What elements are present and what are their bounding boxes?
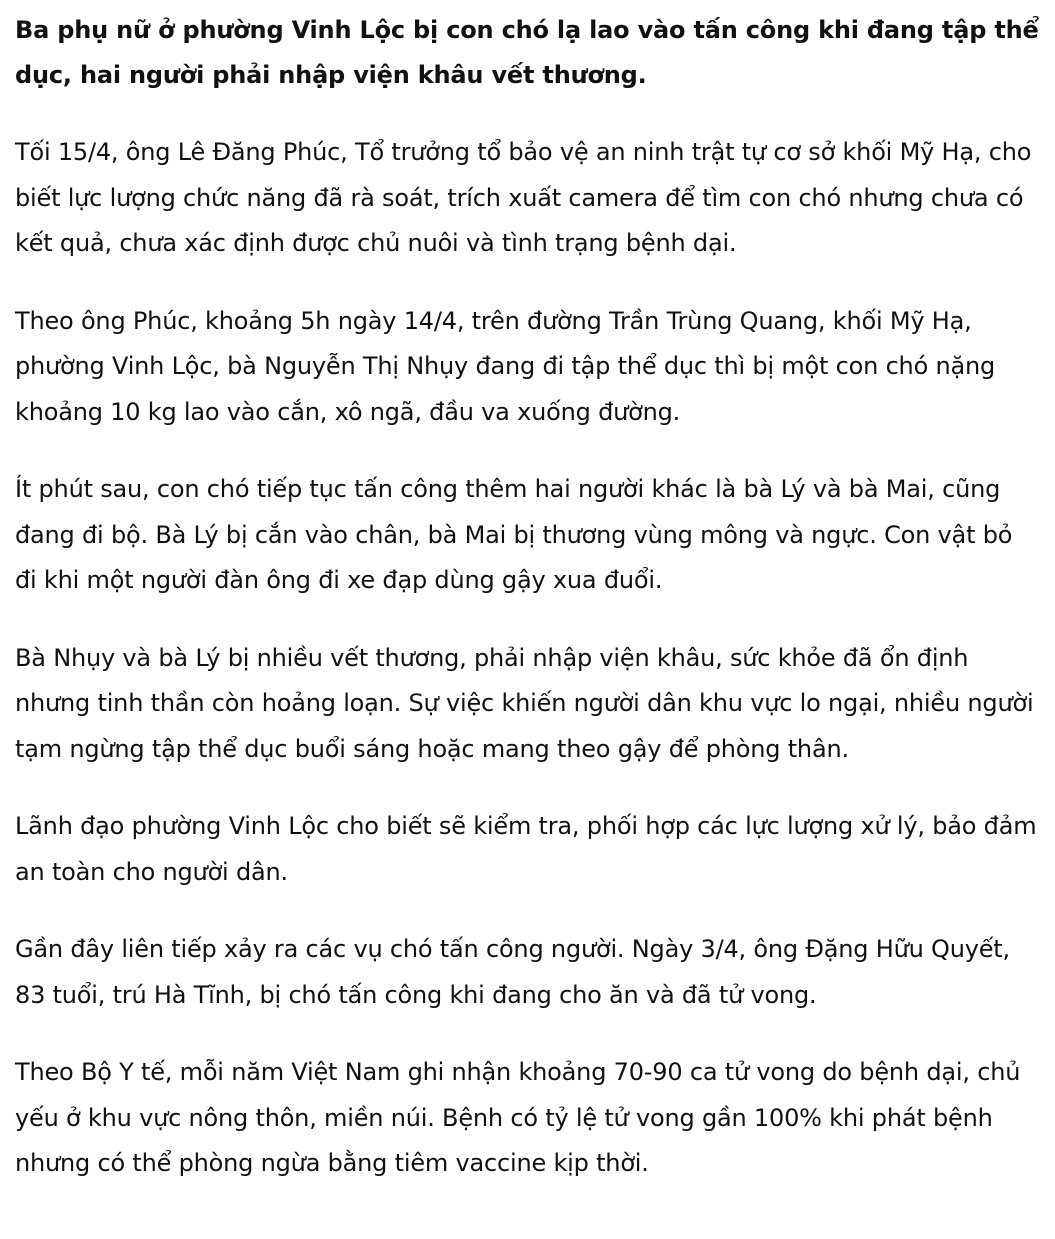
- article-paragraph: Gần đây liên tiếp xảy ra các vụ chó tấn công người. Ngày 3/4, ông Đặng Hữu Quyết, 83 tuổi, trú Hà Tĩnh, bị chó tấn công khi đang cho ăn và đã tử vong.: [15, 935, 1010, 1009]
- article-paragraph: Ít phút sau, con chó tiếp tục tấn công thêm hai người khác là bà Lý và bà Mai, cũng đang đi bộ. Bà Lý bị cắn vào chân, bà Mai bị thương vùng mông và ngực. Con vật bỏ đi khi một người đàn ông đi xe đạp dùng gậy xua đuổi.: [15, 475, 1013, 594]
- article-paragraph: Tối 15/4, ông Lê Đăng Phúc, Tổ trưởng tổ bảo vệ an ninh trật tự cơ sở khối Mỹ Hạ, cho biết lực lượng chức năng đã rà soát, trích xuất camera để tìm con chó nhưng chưa có kết quả, chưa xác định được chủ nuôi và tình trạng bệnh dại.: [15, 138, 1032, 257]
- article-paragraph: Theo Bộ Y tế, mỗi năm Việt Nam ghi nhận khoảng 70-90 ca tử vong do bệnh dại, chủ yếu ở khu vực nông thôn, miền núi. Bệnh có tỷ lệ tử vong gần 100% khi phát bệnh nhưng có thể phòng ngừa bằng tiêm vaccine kịp thời.: [15, 1058, 1021, 1177]
- article-lead: Ba phụ nữ ở phường Vinh Lộc bị con chó lạ lao vào tấn công khi đang tập thể dục, hai người phải nhập viện khâu vết thương.: [15, 16, 1039, 89]
- article-paragraph: Bà Nhụy và bà Lý bị nhiều vết thương, phải nhập viện khâu, sức khỏe đã ổn định nhưng tinh thần còn hoảng loạn. Sự việc khiến người dân khu vực lo ngại, nhiều người tạm ngừng tập thể dục buổi sáng hoặc mang theo gậy để phòng thân.: [15, 643, 1034, 763]
- article-paragraph: Lãnh đạo phường Vinh Lộc cho biết sẽ kiểm tra, phối hợp các lực lượng xử lý, bảo đảm an toàn cho người dân.: [15, 812, 1037, 886]
- article-paragraph: Theo ông Phúc, khoảng 5h ngày 14/4, trên đường Trần Trùng Quang, khối Mỹ Hạ, phường Vinh Lộc, bà Nguyễn Thị Nhụy đang đi tập thể dục thì bị một con chó nặng khoảng 10 kg lao vào cắn, xô ngã, đầu va xuống đường.: [15, 306, 996, 426]
